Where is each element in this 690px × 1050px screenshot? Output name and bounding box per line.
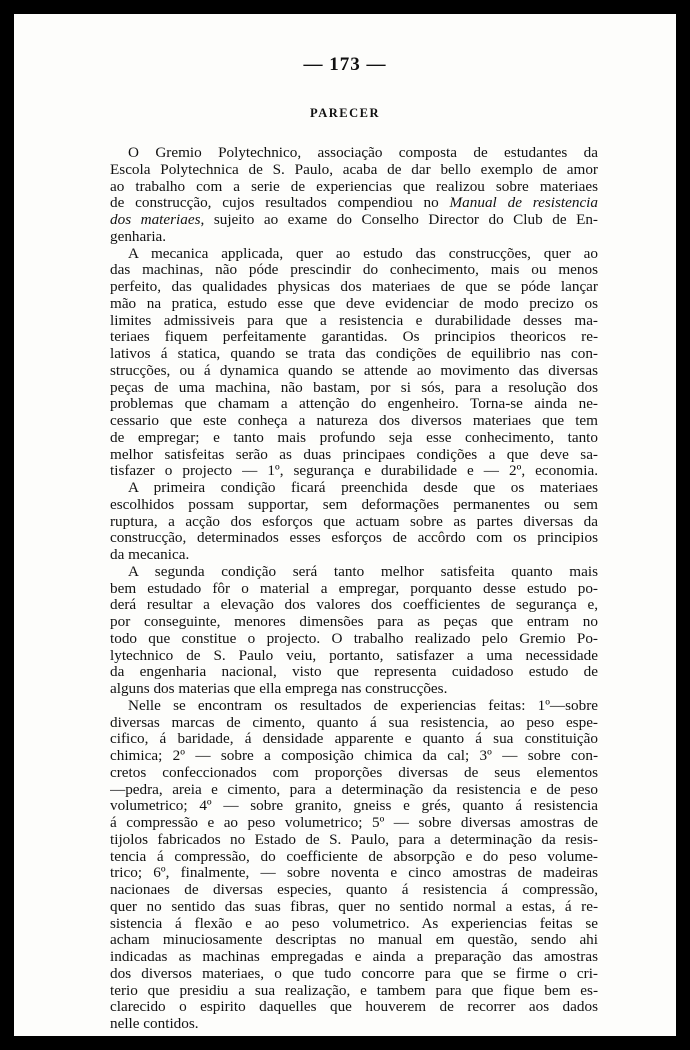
text-line: da engenharia nacional, visto que representa cuidadoso estudo de: [110, 664, 598, 681]
body-text: [110, 145, 598, 1033]
text-line: teriaes fiquem perfeitamente garantidas. Os principios theoricos re-: [110, 329, 598, 346]
text-line: trico; 6º, finalmente, — sobre noventa e cinco amostras de madeiras: [110, 865, 598, 882]
text-line: por conseguinte, menores dimensões para as peças que entram no: [110, 614, 598, 630]
text-line: problemas que chamam a attenção do engenheiro. Torna-se ainda ne-: [110, 396, 598, 413]
text-line: —pedra, areia e cimento, para a determinação da resistencia e de peso: [110, 781, 598, 798]
text-line: Escola Polytechnica de S. Paulo, acaba de dar bello exemplo de amor: [110, 161, 598, 178]
paragraph-5: [110, 698, 598, 1033]
text-line: de construcção, cujos resultados compendiou no Manual de resistencia: [110, 195, 598, 212]
text-line: derá resultar a elevação dos valores dos coefficientes de segurança e,: [110, 597, 598, 614]
text-line: das machinas, não póde prescindir do conhecimento, mais ou menos: [110, 262, 598, 279]
text-line: construcção, determinados esses esforços de accôrdo com os principios: [110, 530, 598, 547]
text-line: cessario que este conheça a natureza dos diversos materiaes que tem: [110, 413, 598, 429]
text-line: escolhidos possam supportar, sem deformações permanentes ou sem: [110, 496, 598, 513]
section-title: PARECER: [310, 106, 380, 120]
text-line: clarecido o espirito daquelles que houverem de recorrer aos dados: [110, 999, 598, 1016]
text-line: acham minuciosamente descriptas no manual em questão, sendo ahi: [110, 932, 598, 949]
text-line: ruptura, a acção dos esforços que actuam sobre as partes diversas da: [110, 513, 598, 530]
paragraph-2: [110, 246, 598, 481]
paragraph-3: [110, 480, 598, 564]
text-line: A mecanica applicada, quer ao estudo das construcções, quer ao: [128, 245, 598, 262]
text-line: todo que constitue o projecto. O trabalho realizado pelo Gremio Po-: [110, 630, 598, 647]
text-line: tencia á compressão, do coefficiente de absorpção e do peso volume-: [110, 848, 598, 865]
text-line: O Gremio Polytechnico, associação composta de estudantes da: [128, 145, 598, 161]
page-number: — 173 —: [303, 54, 387, 75]
document-page: [14, 14, 676, 1036]
text-line: cifico, á baridade, á densidade apparente e quanto á sua constituição: [110, 731, 598, 748]
text-line: mão na pratica, estudo esse que deve evidenciar de modo precizo os: [110, 295, 598, 312]
text-line: quer no sentido das suas fibras, quer no sentido normal a estas, á re-: [110, 898, 598, 915]
text-line: sistencia á flexão e ao peso volumetrico. As experiencias feitas se: [110, 915, 598, 932]
text-line: cretos confeccionados com proporções diversas de seus elementos: [110, 764, 598, 781]
text-line: limites admissiveis para que a resistencia e durabilidade desses ma-: [110, 312, 598, 329]
text-line: terio que presidiu a sua realização, e tambem para que fique bem es-: [110, 982, 598, 999]
text-line: nelle contidos.: [110, 1016, 199, 1032]
text-line: ao trabalho com a serie de experiencias que realizou sobre materiaes: [110, 178, 598, 195]
text-line: A primeira condição ficará preenchida desde que os materiaes: [128, 480, 598, 496]
text-line: Nelle se encontram os resultados de experiencias feitas: 1º—sobre: [128, 697, 598, 714]
text-line: A segunda condição será tanto melhor satisfeita quanto mais: [128, 563, 598, 580]
text-line: dos diversos materiaes, o que tudo concorre para que se firme o cri-: [110, 965, 598, 982]
text-line: dos materiaes, sujeito ao exame do Conselho Director do Club de En-: [110, 212, 598, 228]
text-line: nacionaes de diversas especies, quanto á resistencia á compressão,: [110, 882, 598, 898]
text-line: tisfazer o projecto — 1º, segurança e durabilidade e — 2º, economia.: [110, 463, 598, 480]
text-line: peças de uma machina, não bastam, por si sós, para a resolução dos: [110, 379, 598, 396]
text-line: á compressão e ao peso volumetrico; 5º — sobre diversas amostras de: [110, 815, 598, 831]
text-line: alguns dos materias que ella emprega nas construcções.: [110, 681, 448, 697]
text-line: lytechnico de S. Paulo veiu, portanto, satisfazer a uma necessidade: [110, 647, 598, 664]
paragraph-1: [110, 145, 598, 246]
text-line: da mecanica.: [110, 547, 190, 563]
text-line: genharia.: [110, 228, 167, 245]
text-line: diversas marcas de cimento, quanto á sua resistencia, ao peso espe-: [110, 714, 598, 731]
text-line: tijolos fabricados no Estado de S. Paulo, para a determinação da resis-: [110, 831, 598, 848]
text-line: chimica; 2º — sobre a composição chimica da cal; 3º — sobre con-: [110, 748, 598, 764]
text-line: de empregar; e tanto mais profundo seja esse conhecimento, tanto: [110, 429, 598, 446]
text-line: lativos á statica, quando se trata das condições de equilibrio nas con-: [110, 346, 598, 362]
text-line: volumetrico; 4º — sobre granito, gneiss e grés, quanto á resistencia: [110, 798, 598, 815]
text-line: strucções, ou á dynamica quando se attende ao movimento das diversas: [110, 362, 598, 379]
paragraph-4: [110, 564, 598, 698]
text-line: melhor satisfeitas serão as duas principaes condições a que deve sa-: [110, 446, 598, 463]
text-line: indicadas as machinas empregadas e ainda a preparação das amostras: [110, 949, 598, 965]
text-line: perfeito, das qualidades physicas dos materiaes de que se póde lançar: [110, 279, 598, 295]
text-line: bem estudado fôr o material a empregar, porquanto desse estudo po-: [110, 580, 598, 597]
